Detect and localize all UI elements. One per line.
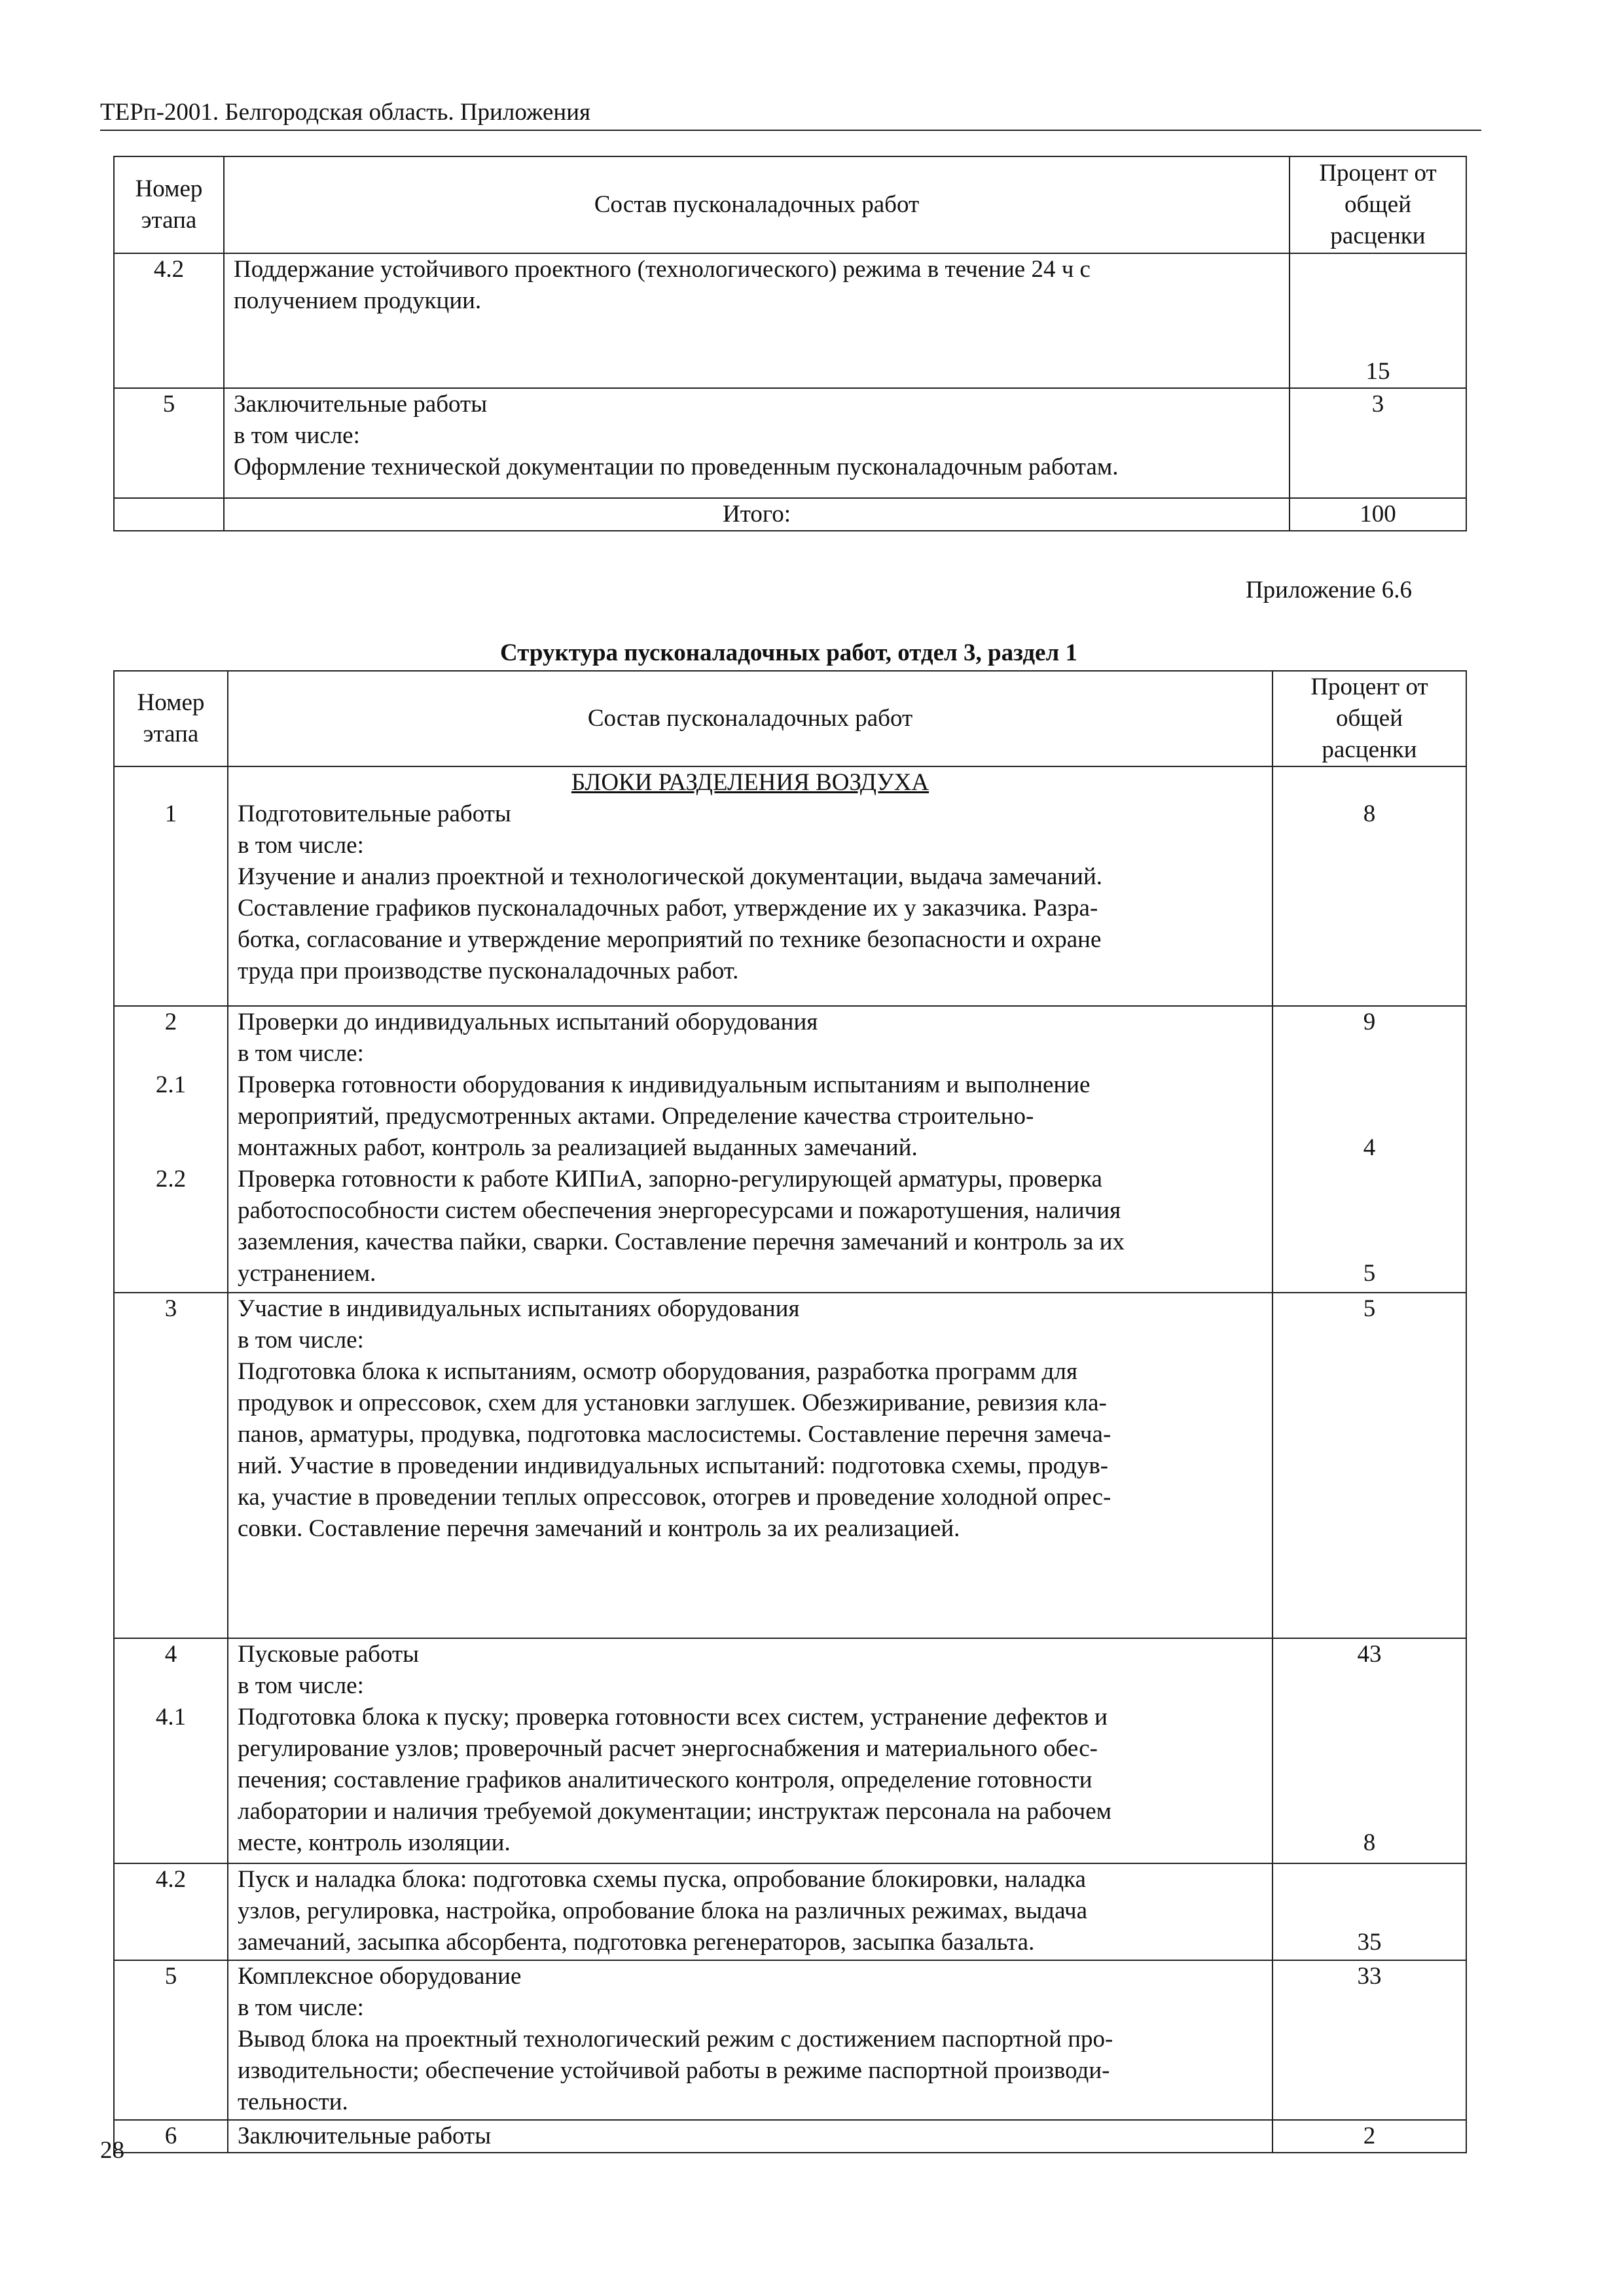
col-header-work: Состав пусконаладочных работ bbox=[228, 671, 1272, 766]
work-line: в том числе: bbox=[238, 1040, 364, 1067]
work-line: Вывод блока на проектный технологический режим с достижением паспортной про- bbox=[238, 2026, 1113, 2053]
work-line: ний. Участие в проведении индивидуальных испытаний: подготовка схемы, продув- bbox=[238, 1452, 1109, 1479]
percent-value: 35 bbox=[1357, 1929, 1382, 1956]
stage-number: 1 bbox=[114, 766, 228, 1006]
stage-number: 4.2 bbox=[114, 1863, 228, 1960]
work-line: в том числе: bbox=[234, 422, 360, 449]
stage-number: 4 4.1 bbox=[114, 1638, 228, 1863]
work-line: печения; составление графиков аналитического контроля, определение готовности bbox=[238, 1767, 1092, 1793]
section-title: БЛОКИ РАЗДЕЛЕНИЯ ВОЗДУХА bbox=[571, 769, 929, 796]
table-row bbox=[114, 1006, 1466, 1293]
percent-cell bbox=[1272, 1960, 1466, 2120]
percent-value: 15 bbox=[1365, 358, 1390, 385]
percent-value: 3 bbox=[1371, 391, 1384, 418]
empty-cell bbox=[114, 498, 224, 531]
work-line: монтажных работ, контроль за реализацией выданных замечаний. bbox=[238, 1134, 918, 1161]
percent-value: 9 bbox=[1363, 1009, 1376, 1035]
percent-cell bbox=[1272, 1638, 1466, 1863]
work-line: Составление графиков пусконаладочных работ, утверждение их у заказчика. Разра- bbox=[238, 895, 1098, 922]
work-line: замечаний, засыпка абсорбента, подготовка регенераторов, засыпка базальта. bbox=[238, 1929, 1035, 1956]
work-line: Проверка готовности к работе КИПиА, запорно-регулирующей арматуры, проверка bbox=[238, 1166, 1102, 1193]
appendix-label: Приложение 6.6 bbox=[1245, 577, 1413, 603]
total-label: Итого: bbox=[224, 498, 1290, 531]
table-row bbox=[114, 253, 1466, 388]
percent-cell bbox=[1272, 766, 1466, 1006]
work-line: устранением. bbox=[238, 1260, 376, 1287]
work-line: Проверка готовности оборудования к индивидуальным испытаниям и выполнение bbox=[238, 1071, 1091, 1098]
stage-number: 2 2.1 2.2 bbox=[114, 1006, 228, 1293]
work-description bbox=[228, 1960, 1272, 2120]
col-header-percent bbox=[1290, 156, 1466, 253]
stage-number: 6 bbox=[114, 2120, 228, 2153]
percent-cell bbox=[1290, 388, 1466, 498]
col-header-stage bbox=[114, 671, 228, 766]
work-description bbox=[228, 1006, 1272, 1293]
col-header-work: Состав пусконаладочных работ bbox=[224, 156, 1290, 253]
percent-value: 8 bbox=[1363, 1829, 1376, 1856]
work-line: Участие в индивидуальных испытаниях оборудования bbox=[238, 1295, 800, 1322]
stage-number: 3 bbox=[114, 1293, 228, 1638]
table-row bbox=[114, 1960, 1466, 2120]
table-row bbox=[114, 766, 1466, 1006]
work-line: тельности. bbox=[238, 2089, 348, 2115]
col-header-percent-line: расценки bbox=[1322, 736, 1417, 763]
work-line: панов, арматуры, продувка, подготовка маслосистемы. Составление перечня замеча- bbox=[238, 1421, 1111, 1448]
work-line: месте, контроль изоляции. bbox=[238, 1829, 511, 1856]
table-title: Структура пусконаладочных работ, отдел 3, раздел 1 bbox=[500, 639, 1077, 666]
work-line: Подготовка блока к испытаниям, осмотр оборудования, разработка программ для bbox=[238, 1358, 1077, 1385]
work-line: в том числе: bbox=[238, 1994, 364, 2021]
table-row bbox=[114, 1863, 1466, 1960]
work-line: Изучение и анализ проектной и технологической документации, выдача замечаний. bbox=[238, 863, 1103, 890]
work-line: работоспособности систем обеспечения энергоресурсами и пожаротушения, наличия bbox=[238, 1197, 1121, 1224]
percent-value: 43 bbox=[1357, 1641, 1382, 1668]
work-line: Поддержание устойчивого проектного (технологического) режима в течение 24 ч с bbox=[234, 256, 1091, 283]
percent-value: 2 bbox=[1363, 2123, 1376, 2149]
work-line: продувок и опрессовок, схем для установки заглушек. Обезжиривание, ревизия кла- bbox=[238, 1390, 1107, 1416]
col-header-percent bbox=[1272, 671, 1466, 766]
percent-value: 8 bbox=[1363, 800, 1376, 827]
col-header-stage-line: Номер bbox=[137, 689, 205, 716]
work-description bbox=[224, 388, 1290, 498]
work-line: труда при производстве пусконаладочных работ. bbox=[238, 958, 739, 984]
col-header-stage-line: этапа bbox=[143, 721, 199, 747]
table-row bbox=[114, 2120, 1466, 2153]
work-line: Подготовительные работы bbox=[238, 800, 511, 827]
percent-value: 5 bbox=[1363, 1260, 1376, 1287]
percent-value: 33 bbox=[1357, 1963, 1382, 1990]
table-stages-continued bbox=[113, 156, 1467, 531]
stage-number: 5 bbox=[114, 388, 224, 498]
percent-cell bbox=[1272, 1006, 1466, 1293]
percent-cell bbox=[1290, 253, 1466, 388]
work-line: Заключительные работы bbox=[234, 391, 488, 418]
col-header-stage bbox=[114, 156, 224, 253]
col-header-percent-line: расценки bbox=[1330, 223, 1426, 249]
work-line: Пуск и наладка блока: подготовка схемы пуска, опробование блокировки, наладка bbox=[238, 1866, 1086, 1893]
work-line: Оформление технической документации по проведенным пусконаладочным работам. bbox=[234, 454, 1119, 480]
table-row bbox=[114, 1638, 1466, 1863]
work-line: узлов, регулировка, настройка, опробование блока на различных режимах, выдача bbox=[238, 1897, 1088, 1924]
table-stages-section1 bbox=[113, 670, 1467, 2153]
running-header: ТЕРп-2001. Белгородская область. Приложения bbox=[100, 97, 1481, 131]
percent-cell bbox=[1272, 2120, 1466, 2153]
table-header-row bbox=[114, 156, 1466, 253]
work-line: Пусковые работы bbox=[238, 1641, 420, 1668]
work-line: заземления, качества пайки, сварки. Составление перечня замечаний и контроль за их bbox=[238, 1229, 1125, 1255]
work-description bbox=[228, 1638, 1272, 1863]
percent-cell bbox=[1272, 1293, 1466, 1638]
work-line: регулирование узлов; проверочный расчет энергоснабжения и материального обес- bbox=[238, 1735, 1098, 1762]
work-description bbox=[228, 1293, 1272, 1638]
work-line: изводительности; обеспечение устойчивой работы в режиме паспортной производи- bbox=[238, 2057, 1110, 2084]
col-header-percent-line: Процент от bbox=[1319, 160, 1437, 187]
work-line: получением продукции. bbox=[234, 287, 482, 314]
col-header-stage-line: Номер bbox=[135, 175, 203, 202]
work-line: Заключительные работы bbox=[238, 2123, 492, 2149]
work-line: Комплексное оборудование bbox=[238, 1963, 522, 1990]
page-number: 28 bbox=[100, 2137, 124, 2164]
work-line: в том числе: bbox=[238, 1327, 364, 1354]
col-header-percent-line: Процент от bbox=[1310, 673, 1428, 700]
table-total-row bbox=[114, 498, 1466, 531]
percent-value: 5 bbox=[1363, 1295, 1376, 1322]
stage-number: 4.2 bbox=[114, 253, 224, 388]
work-line: ка, участие в проведении теплых опрессовок, отогрев и проведение холодной опрес- bbox=[238, 1484, 1111, 1511]
col-header-percent-line: общей bbox=[1335, 705, 1403, 732]
work-description bbox=[228, 766, 1272, 1006]
stage-number: 5 bbox=[114, 1960, 228, 2120]
table-row bbox=[114, 1293, 1466, 1638]
percent-cell bbox=[1272, 1863, 1466, 1960]
work-description bbox=[228, 1863, 1272, 1960]
work-description bbox=[224, 253, 1290, 388]
table-row bbox=[114, 388, 1466, 498]
col-header-percent-line: общей bbox=[1344, 191, 1412, 218]
work-line: лаборатории и наличия требуемой документации; инструктаж персонала на рабочем bbox=[238, 1798, 1112, 1825]
work-line: Проверки до индивидуальных испытаний оборудования bbox=[238, 1009, 818, 1035]
work-line: в том числе: bbox=[238, 832, 364, 859]
work-description bbox=[228, 2120, 1272, 2153]
percent-value: 4 bbox=[1363, 1134, 1376, 1161]
total-value: 100 bbox=[1290, 498, 1466, 531]
table-header-row bbox=[114, 671, 1466, 766]
col-header-stage-line: этапа bbox=[141, 207, 197, 234]
work-line: Подготовка блока к пуску; проверка готовности всех систем, устранение дефектов и bbox=[238, 1704, 1108, 1731]
work-line: мероприятий, предусмотренных актами. Определение качества строительно- bbox=[238, 1103, 1034, 1130]
work-line: в том числе: bbox=[238, 1672, 364, 1699]
work-line: совки. Составление перечня замечаний и контроль за их реализацией. bbox=[238, 1515, 960, 1542]
work-line: ботка, согласование и утверждение мероприятий по технике безопасности и охране bbox=[238, 926, 1102, 953]
